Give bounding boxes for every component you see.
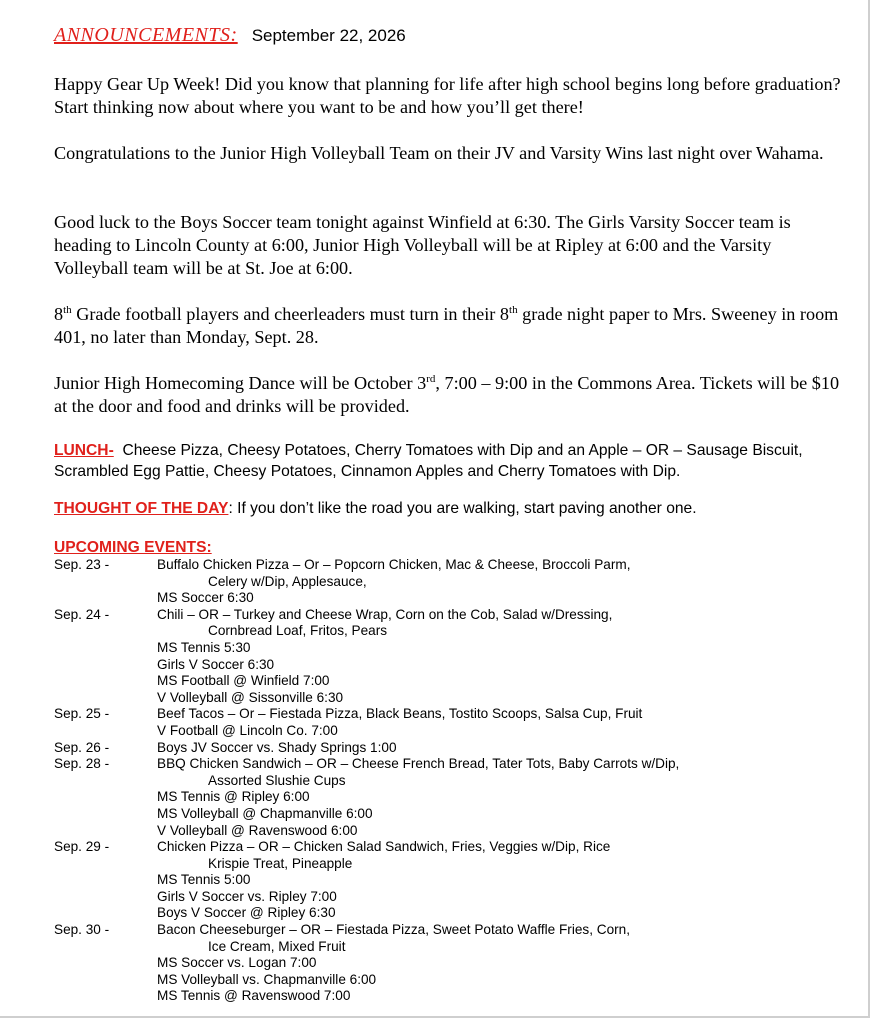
lunch-text: Cheese Pizza, Cheesy Potatoes, Cherry Tomatoes with Dip and an Apple – OR – Sausage Biscuit, Scrambled Egg Pattie, Cheesy Potatoes, Cinnamon Apples and Cherry Tomatoes with Dip. bbox=[54, 442, 803, 480]
thought-of-the-day bbox=[54, 498, 854, 519]
event-day bbox=[54, 756, 854, 839]
event-line: Girls V Soccer 6:30 bbox=[157, 656, 275, 672]
event-items bbox=[157, 706, 854, 739]
eighth-grade-paragraph bbox=[54, 303, 844, 349]
ordinal-suffix: th bbox=[63, 303, 72, 316]
event-items bbox=[157, 607, 854, 707]
event-date: Sep. 24 - bbox=[54, 606, 110, 622]
dance-text: , 7:00 – 9:00 in the Commons Area. Tickets will be $10 at the door and food and drinks will be provided. bbox=[54, 373, 840, 416]
eighth-grade-text: Grade football players and cheerleaders must turn in their bbox=[71, 304, 500, 324]
event-line: MS Football @ Winfield 7:00 bbox=[157, 673, 330, 689]
event-day bbox=[54, 839, 854, 922]
announcements-title: ANNOUNCEMENTS: bbox=[54, 24, 238, 46]
event-line: Ice Cream, Mixed Fruit bbox=[208, 938, 346, 954]
grade-number: 8 bbox=[499, 304, 510, 324]
grade-number: 8 bbox=[54, 304, 64, 324]
event-line: V Volleyball @ Sissonville 6:30 bbox=[157, 689, 344, 705]
event-line: MS Tennis 5:30 bbox=[157, 639, 251, 655]
event-line: V Volleyball @ Ravenswood 6:00 bbox=[157, 822, 358, 838]
event-date: Sep. 30 - bbox=[54, 922, 110, 938]
dance-paragraph bbox=[54, 372, 844, 418]
event-line: Beef Tacos – Or – Fiestada Pizza, Black Beans, Tostito Scoops, Salsa Cup, Fruit bbox=[157, 706, 643, 722]
ordinal-suffix: th bbox=[509, 303, 518, 316]
thought-text: If you don’t like the road you are walking, start paving another one. bbox=[237, 500, 697, 517]
event-line: MS Tennis @ Ravenswood 7:00 bbox=[157, 988, 351, 1004]
event-line: MS Soccer vs. Logan 7:00 bbox=[157, 955, 317, 971]
event-line: Chicken Pizza – OR – Chicken Salad Sandwich, Fries, Veggies w/Dip, Rice bbox=[157, 839, 611, 855]
event-line: Chili – OR – Turkey and Cheese Wrap, Corn on the Cob, Salad w/Dressing, bbox=[157, 606, 613, 622]
event-line: V Football @ Lincoln Co. 7:00 bbox=[157, 722, 338, 738]
event-date: Sep. 28 - bbox=[54, 756, 110, 772]
event-day bbox=[54, 706, 854, 739]
event-items bbox=[157, 922, 854, 1005]
event-items bbox=[157, 740, 854, 757]
event-day bbox=[54, 922, 854, 1005]
event-line: Buffalo Chicken Pizza – Or – Popcorn Chicken, Mac & Cheese, Broccoli Parm, bbox=[157, 557, 631, 572]
event-line: Celery w/Dip, Applesauce, bbox=[208, 573, 367, 589]
good-luck-paragraph: Good luck to the Boys Soccer team tonight against Winfield at 6:30. The Girls Varsity Soccer team is heading to Lincoln County at 6:00, Junior High Volleyball will be at Ripley at 6:00 and the Varsity Volleyball team will be at St. Joe at 6:00. bbox=[54, 212, 791, 278]
lunch-label: LUNCH- bbox=[54, 442, 114, 459]
volleyball-paragraph: Congratulations to the Junior High Volleyball Team on their JV and Varsity Wins last night over Wahama. bbox=[54, 143, 824, 163]
event-items bbox=[157, 839, 854, 922]
upcoming-events-heading: UPCOMING EVENTS: bbox=[54, 539, 212, 556]
event-date: Sep. 25 - bbox=[54, 706, 110, 722]
event-date: Sep. 23 - bbox=[54, 557, 110, 572]
event-line: Krispie Treat, Pineapple bbox=[208, 855, 353, 871]
event-line: BBQ Chicken Sandwich – OR – Cheese French Bread, Tater Tots, Baby Carrots w/Dip, bbox=[157, 756, 680, 772]
event-line: Girls V Soccer vs. Ripley 7:00 bbox=[157, 888, 337, 904]
event-line: Assorted Slushie Cups bbox=[208, 772, 346, 788]
event-line: Bacon Cheeseburger – OR – Fiestada Pizza, Sweet Potato Waffle Fries, Corn, bbox=[157, 922, 630, 938]
event-line: MS Soccer 6:30 bbox=[157, 590, 254, 606]
thought-label: THOUGHT OF THE DAY bbox=[54, 500, 229, 517]
event-line: Boys V Soccer @ Ripley 6:30 bbox=[157, 905, 336, 921]
event-line: MS Volleyball @ Chapmanville 6:00 bbox=[157, 805, 373, 821]
event-line: MS Tennis 5:00 bbox=[157, 872, 251, 888]
dance-text: Junior High Homecoming Dance will be October 3 bbox=[54, 373, 427, 393]
event-line: Boys JV Soccer vs. Shady Springs 1:00 bbox=[157, 739, 397, 755]
event-line: MS Volleyball vs. Chapmanville 6:00 bbox=[157, 971, 377, 987]
thought-colon: : bbox=[228, 500, 233, 517]
event-items bbox=[157, 557, 854, 607]
lunch-paragraph bbox=[54, 440, 854, 482]
event-line: MS Tennis @ Ripley 6:00 bbox=[157, 789, 310, 805]
event-date: Sep. 29 - bbox=[54, 839, 110, 855]
event-line: Cornbread Loaf, Fritos, Pears bbox=[208, 623, 388, 639]
announcement-date: September 22, 2026 bbox=[251, 26, 406, 45]
announcements-header bbox=[54, 24, 406, 50]
event-date: Sep. 26 - bbox=[54, 739, 110, 755]
gear-up-paragraph: Happy Gear Up Week! Did you know that planning for life after high school begins long before graduation? Start thinking now about where you want to be and how you’ll get there! bbox=[54, 74, 841, 117]
ordinal-suffix: rd bbox=[426, 372, 436, 385]
upcoming-events-list bbox=[54, 557, 854, 1005]
event-day bbox=[54, 740, 854, 757]
event-items bbox=[157, 756, 854, 839]
eighth-grade-text: grade night paper to Mrs. Sweeney in room 401, no later than Monday, Sept. 28. bbox=[54, 304, 839, 347]
event-day bbox=[54, 607, 854, 707]
event-day bbox=[54, 557, 854, 607]
